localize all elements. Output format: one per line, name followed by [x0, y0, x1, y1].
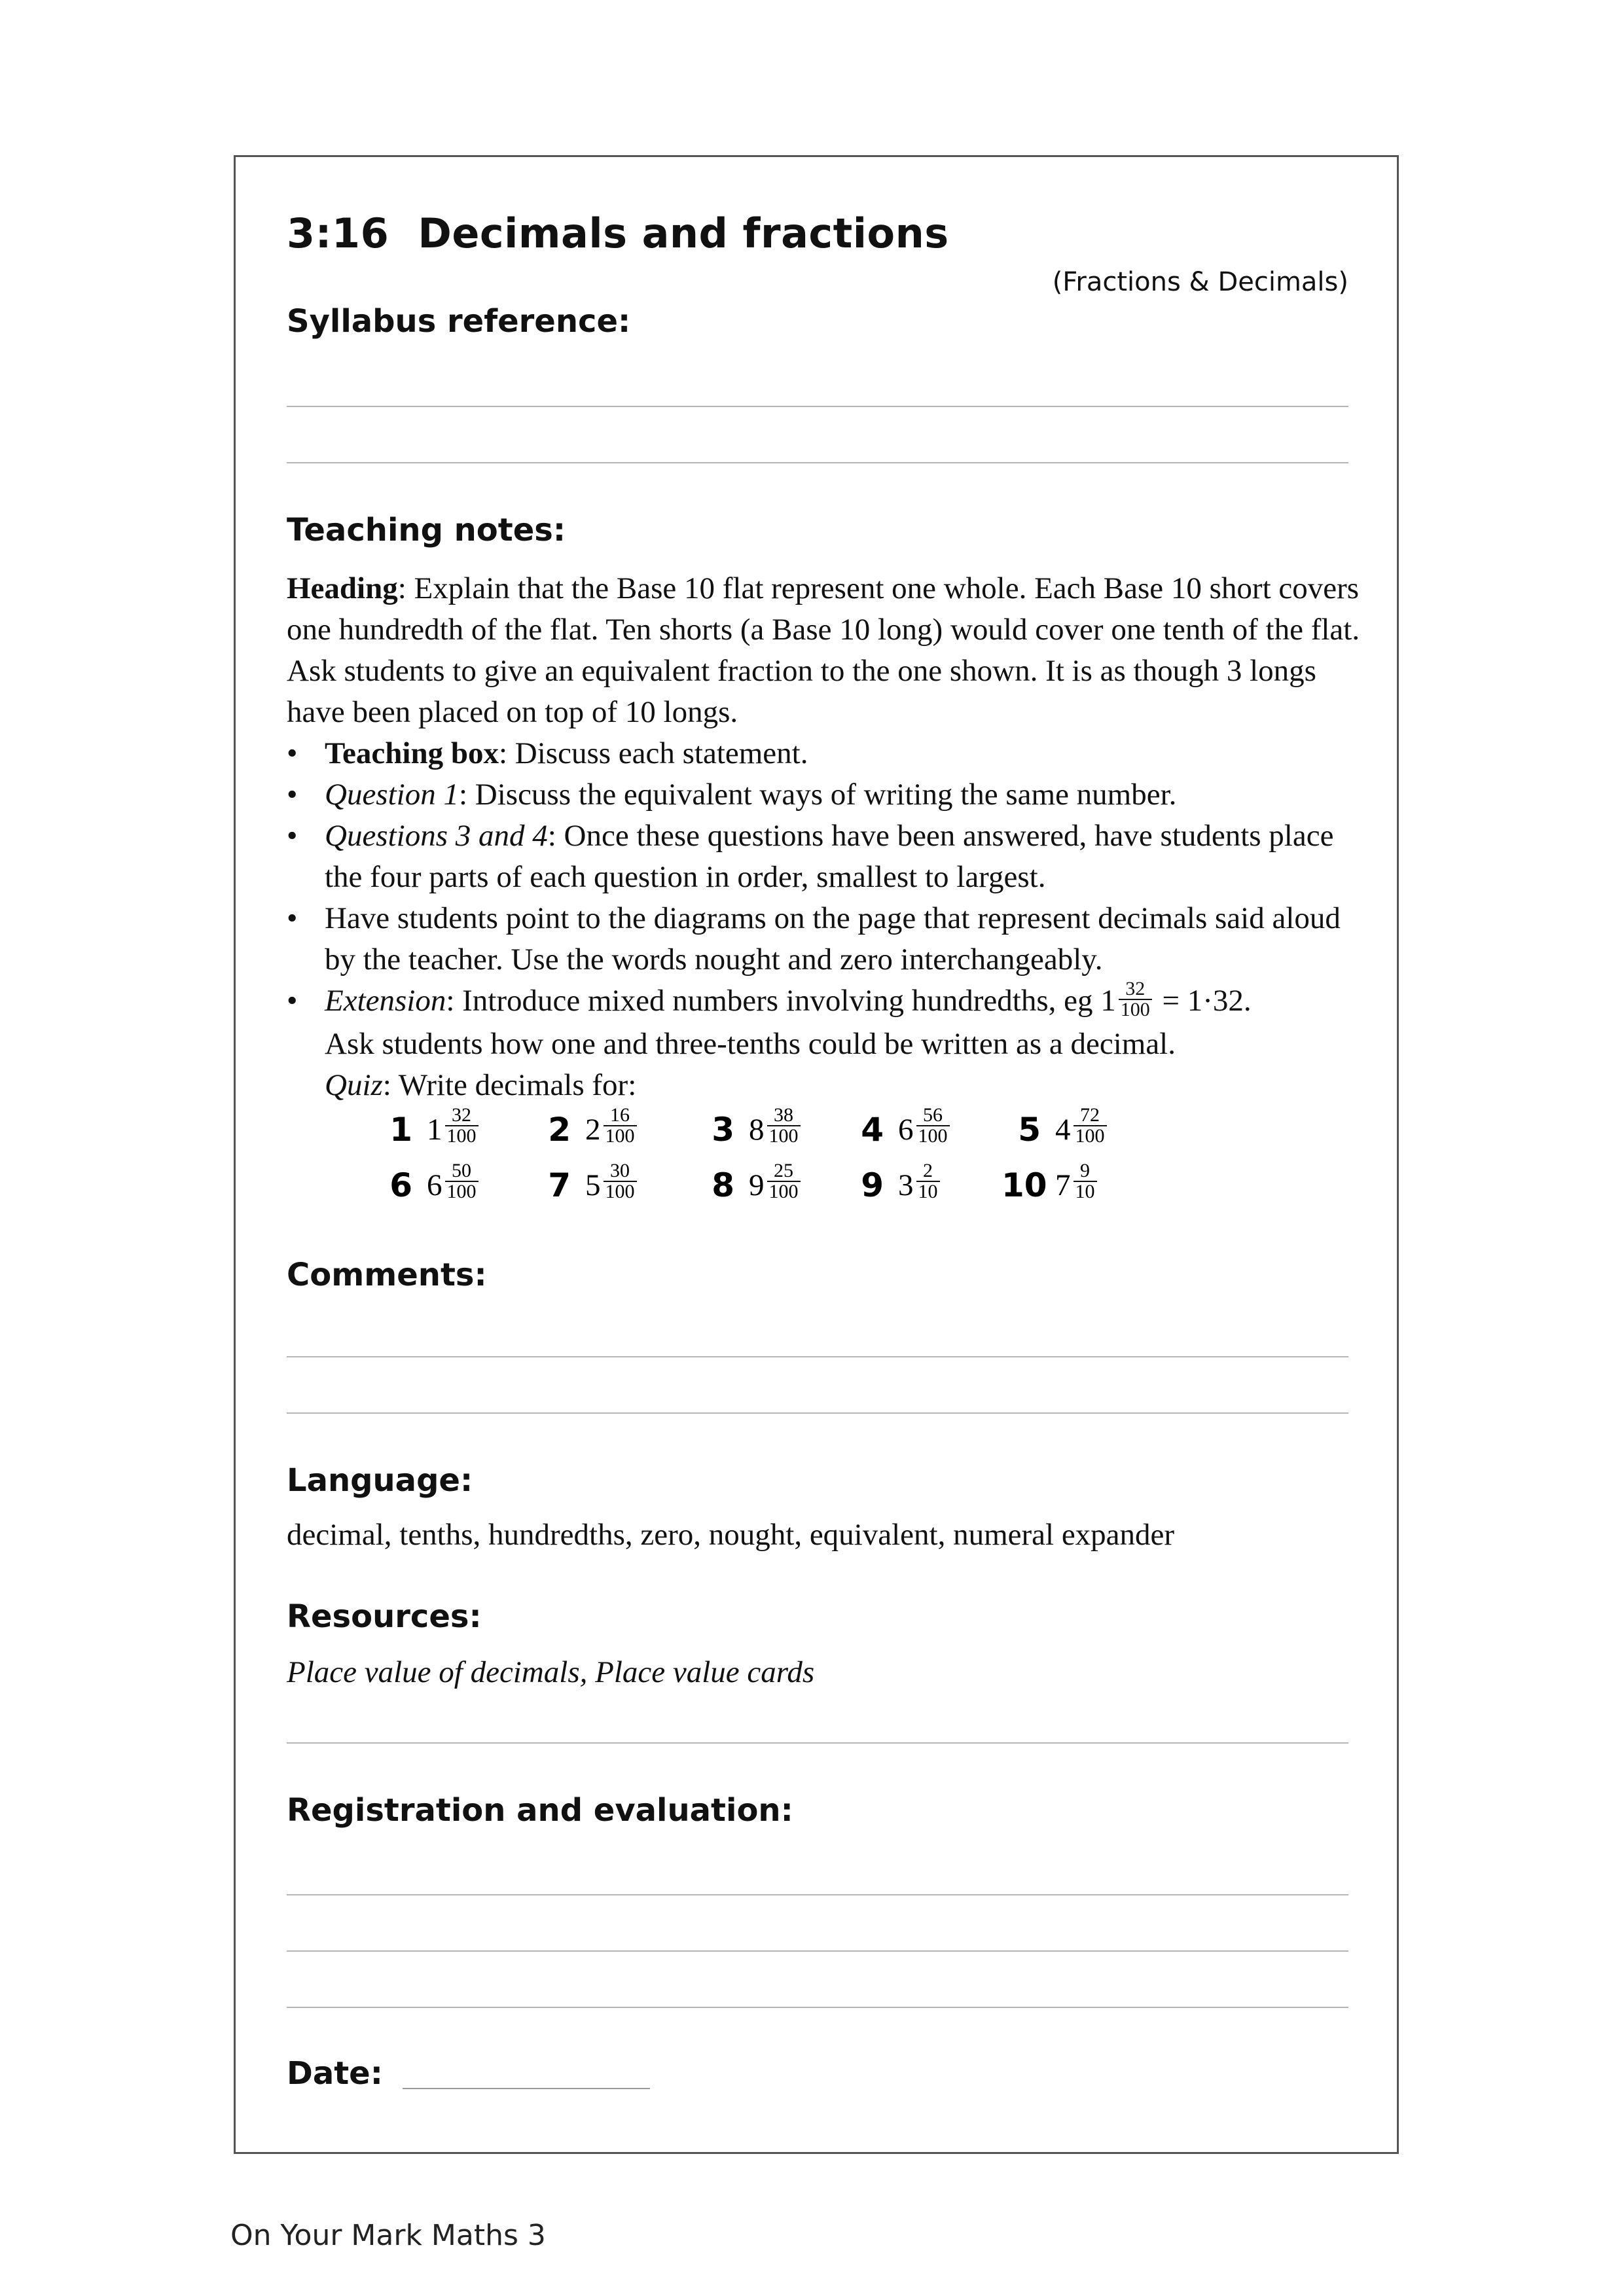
quiz-item-number: 8 — [712, 1166, 734, 1204]
note-extension-fraction — [1119, 979, 1152, 1020]
notes-list — [287, 733, 1360, 1024]
fraction-denominator: 100 — [1120, 999, 1150, 1021]
quiz-item-fraction — [604, 1161, 637, 1202]
note-questions-3-4-text: : Once these questions have been answered, have students place the four parts of each question in order, smallest to largest. — [325, 819, 1334, 894]
quiz-item-number: 2 — [548, 1111, 571, 1149]
quiz-item — [373, 1160, 481, 1206]
fraction-denominator: 100 — [446, 1125, 477, 1147]
comments-line-2 — [287, 1412, 1348, 1414]
page-footer: On Your Mark Maths 3 — [230, 2219, 546, 2252]
note-question-1 — [287, 774, 1360, 816]
quiz-item-whole: 4 — [1055, 1113, 1071, 1147]
fraction-numerator: 32 — [1119, 979, 1152, 1000]
quiz-item-whole: 2 — [585, 1113, 601, 1147]
note-question-1-label: Question 1 — [325, 778, 459, 812]
fraction-numerator: 56 — [916, 1105, 950, 1126]
quiz-row-2 — [0, 1160, 1095, 1217]
fraction-denominator: 100 — [768, 1125, 799, 1147]
fraction-denominator: 100 — [1075, 1125, 1105, 1147]
fraction-denominator: 100 — [605, 1181, 635, 1202]
quiz-item — [1001, 1104, 1110, 1150]
heading-note — [287, 568, 1360, 733]
quiz-item-fraction — [1074, 1161, 1097, 1202]
fraction-denominator: 10 — [918, 1181, 938, 1202]
heading-note-text: : Explain that the Base 10 flat represent one whole. Each Base 10 short covers one hundredth of the flat. Ten shorts (a Base 10 long) would cover one tenth of the flat. Ask students to give an equivalent fraction to the one shown. It is as though 3 longs have been placed on top of 10 longs. — [287, 571, 1360, 729]
quiz-item-fraction — [1074, 1105, 1107, 1146]
quiz-item-fraction — [445, 1161, 478, 1202]
fraction-numerator: 32 — [445, 1105, 478, 1126]
quiz-item-number: 6 — [389, 1166, 412, 1204]
quiz-item-fraction — [445, 1105, 478, 1146]
quiz-item-whole: 6 — [898, 1113, 914, 1147]
language-heading: Language: — [287, 1462, 473, 1499]
quiz-item-fraction — [767, 1161, 801, 1202]
note-extension-text-a: : Introduce mixed numbers involving hundredths, eg 1 — [446, 984, 1116, 1018]
quiz-label: Quiz — [325, 1068, 383, 1103]
quiz-item-fraction — [916, 1105, 950, 1146]
note-teaching-box-text: : Discuss each statement. — [498, 736, 808, 770]
note-teaching-box-label: Teaching box — [325, 736, 499, 770]
registration-heading: Registration and evaluation: — [287, 1792, 793, 1829]
teaching-notes-heading: Teaching notes: — [287, 512, 566, 548]
fraction-denominator: 100 — [768, 1181, 799, 1202]
syllabus-heading: Syllabus reference: — [287, 303, 631, 340]
note-questions-3-4 — [287, 816, 1360, 898]
comments-heading: Comments: — [287, 1257, 487, 1293]
page-subtitle: (Fractions & Decimals) — [1052, 267, 1348, 297]
fraction-denominator: 100 — [918, 1125, 948, 1147]
quiz-item-number: 1 — [389, 1111, 412, 1149]
quiz-item-whole: 6 — [427, 1168, 442, 1202]
quiz-item-number: 10 — [1001, 1166, 1047, 1204]
quiz-item — [532, 1104, 640, 1150]
syllabus-line-1 — [287, 406, 1348, 407]
registration-line-1 — [287, 1894, 1348, 1895]
quiz-item-whole: 8 — [749, 1113, 765, 1147]
quiz-item — [695, 1104, 803, 1150]
fraction-numerator: 38 — [767, 1105, 801, 1126]
quiz-item — [373, 1104, 481, 1150]
fraction-numerator: 72 — [1074, 1105, 1107, 1126]
quiz-item-number: 7 — [548, 1166, 571, 1204]
quiz-item-fraction — [916, 1161, 940, 1202]
resources-heading: Resources: — [287, 1598, 482, 1635]
fraction-numerator: 25 — [767, 1161, 801, 1182]
syllabus-line-2 — [287, 462, 1348, 463]
quiz-item-number: 4 — [861, 1111, 884, 1149]
quiz-item-number: 9 — [861, 1166, 884, 1204]
quiz-item-fraction — [767, 1105, 801, 1146]
fraction-numerator: 2 — [916, 1161, 940, 1182]
date-label: Date: — [287, 2055, 383, 2092]
note-questions-3-4-label: Questions 3 and 4 — [325, 819, 548, 853]
heading-note-label: Heading — [287, 571, 398, 605]
quiz-item — [695, 1160, 803, 1206]
resources-line — [287, 1742, 1348, 1744]
registration-line-3 — [287, 2007, 1348, 2008]
comments-line-1 — [287, 1356, 1348, 1357]
quiz-intro — [287, 1065, 1360, 1106]
date-line — [403, 2088, 650, 2089]
quiz-item-number: 5 — [1018, 1111, 1041, 1149]
note-extension-text-b: = 1·32. — [1154, 984, 1252, 1018]
resources-text: Place value of decimals, Place value cards — [287, 1655, 815, 1689]
note-diagrams: • Have students point to the diagrams on the page that represent decimals said aloud by the teacher. Use the words nought and zero interchangeably. — [287, 898, 1360, 980]
quiz-item-whole: 9 — [749, 1168, 765, 1202]
quiz-item-whole: 1 — [427, 1113, 442, 1147]
note-teaching-box — [287, 733, 1360, 774]
quiz-item-whole: 7 — [1055, 1168, 1071, 1202]
quiz-item-whole: 3 — [898, 1168, 914, 1202]
fraction-numerator: 50 — [445, 1161, 478, 1182]
note-extension — [287, 980, 1360, 1024]
quiz-item — [844, 1160, 943, 1206]
quiz-row-1 — [0, 1104, 1105, 1162]
fraction-denominator: 100 — [446, 1181, 477, 1202]
quiz-item — [844, 1104, 952, 1150]
note-extension-label: Extension — [325, 984, 446, 1018]
fraction-denominator: 10 — [1075, 1181, 1095, 1202]
note-question-1-text: : Discuss the equivalent ways of writing the same number. — [458, 778, 1177, 812]
note-extension-line-2: Ask students how one and three-tenths could be written as a decimal. — [325, 1027, 1176, 1062]
teaching-notes-body — [287, 568, 1360, 1106]
quiz-item-whole: 5 — [585, 1168, 601, 1202]
language-text: decimal, tenths, hundredths, zero, nought, equivalent, numeral expander — [287, 1518, 1175, 1552]
fraction-numerator: 16 — [604, 1105, 637, 1126]
fraction-denominator: 100 — [605, 1125, 635, 1147]
fraction-numerator: 30 — [604, 1161, 637, 1182]
registration-line-2 — [287, 1950, 1348, 1952]
quiz-item-number: 3 — [712, 1111, 734, 1149]
quiz-text: : Write decimals for: — [382, 1068, 637, 1103]
quiz-item — [1001, 1160, 1100, 1206]
quiz-item-fraction — [604, 1105, 637, 1146]
quiz-item — [532, 1160, 640, 1206]
page-title: 3:16 Decimals and fractions — [287, 209, 949, 257]
fraction-numerator: 9 — [1074, 1161, 1097, 1182]
